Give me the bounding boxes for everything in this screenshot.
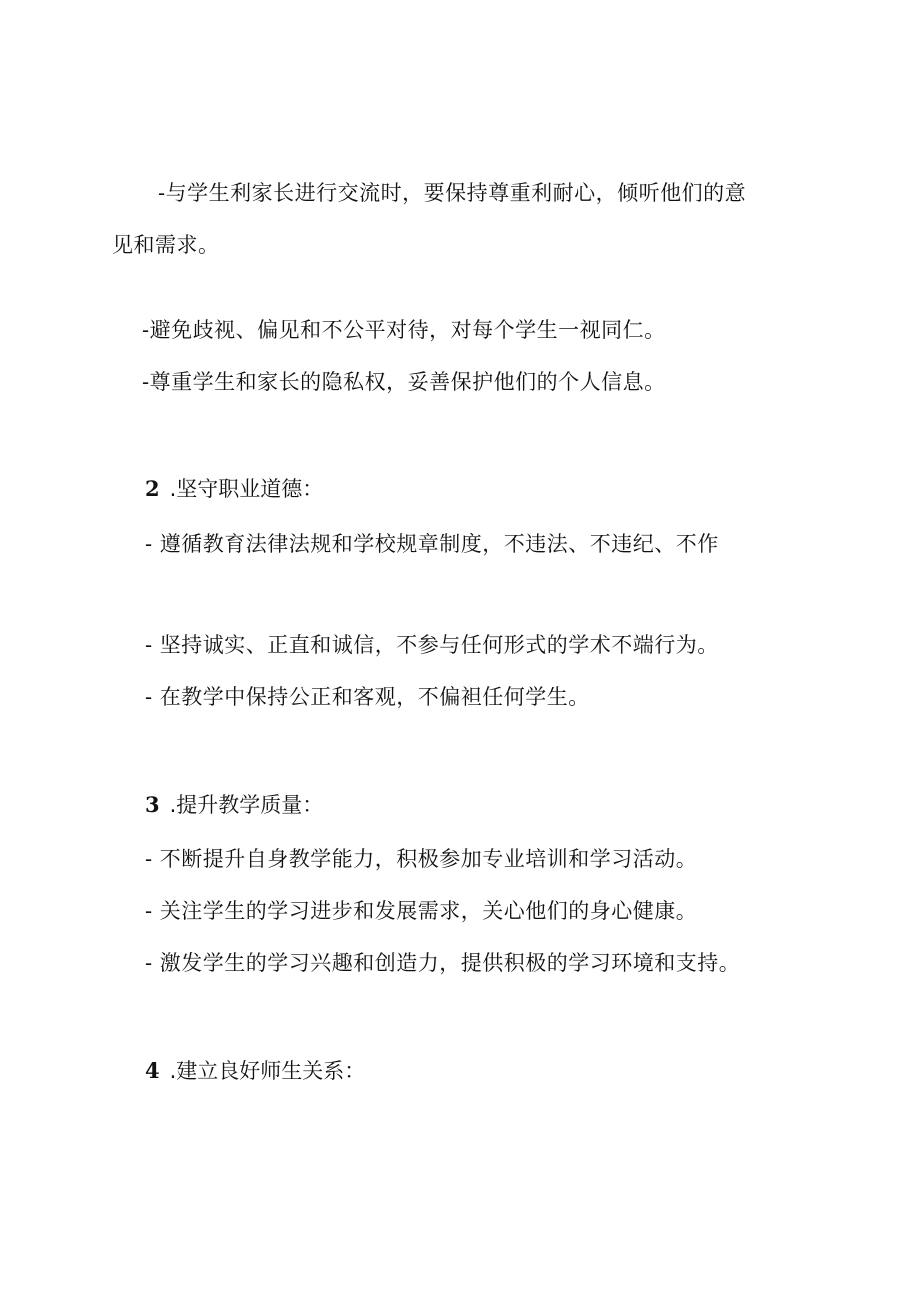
section-title: .坚守职业道德： — [169, 477, 324, 501]
paragraph-line: -尊重学生和家长的隐私权，妥善保护他们的个人信息。 — [142, 370, 666, 394]
section-title: .建立良好师生关系： — [169, 1059, 366, 1083]
section-number: 3 — [145, 792, 160, 817]
section-heading — [145, 791, 323, 819]
paragraph-line: 见和需求。 — [112, 233, 220, 257]
section-heading — [145, 475, 323, 503]
section-number: 2 — [145, 476, 160, 501]
paragraph-line: - 坚持诚实、正直和诚信，不参与任何形式的学术不端行为。 — [145, 633, 719, 657]
paragraph-line: -避免歧视、偏见和不公平对待，对每个学生一视同仁。 — [142, 318, 666, 342]
section-number: 4 — [145, 1058, 160, 1083]
paragraph-line: -与学生利家长进行交流时，要保持尊重利耐心，倾听他们的意 — [158, 181, 747, 205]
section-heading — [145, 1057, 365, 1085]
paragraph-line: - 遵循教育法律法规和学校规章制度，不违法、不违纪、不作 — [145, 532, 719, 556]
paragraph-line: - 在教学中保持公正和客观，不偏袒任何学生。 — [145, 685, 590, 709]
paragraph-line: - 关注学生的学习进步和发展需求，关心他们的身心健康。 — [145, 899, 698, 923]
paragraph-line: - 不断提升自身教学能力，积极参加专业培训和学习活动。 — [145, 847, 698, 871]
section-title: .提升教学质量： — [169, 793, 324, 817]
paragraph-line: - 激发学生的学习兴趣和创造力，提供积极的学习环境和支持。 — [145, 951, 741, 975]
